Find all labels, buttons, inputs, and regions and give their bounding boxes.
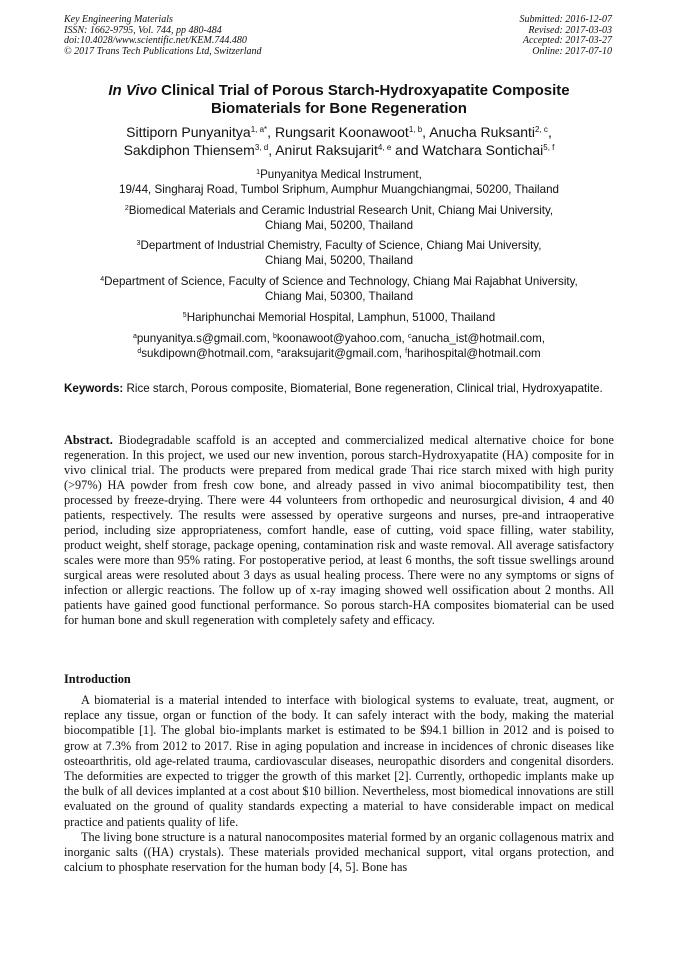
affiliation-line: Chiang Mai, 50200, Thailand	[264, 254, 414, 267]
section-heading-introduction: Introduction	[64, 672, 131, 686]
author-name: Watchara Sontichai	[422, 142, 544, 158]
title-italic: In Vivo	[108, 82, 158, 99]
author-sup: 3, d	[254, 143, 269, 152]
affiliation-num: 4	[100, 276, 105, 283]
issn: ISSN: 1662-9795, Vol. 744, pp 480-484	[64, 24, 222, 36]
email-line-1: $^a$punyanitya.s@gmail.com, $^b$koonawoot@yahoo.com, $^c$anucha_ist@hotmail.com,	[132, 332, 546, 345]
author-line-2: Sakdiphon Thiensem$^{3, d}$, Anirut Raksujarit$^{4, e}$ and Watchara Sontichai$^{5, f}$	[123, 142, 555, 158]
author-name: Sittiporn Punyanitya	[126, 124, 251, 140]
email-line-2: $^d$sukdipown@hotmail.com, $^e$araksujarit@gmail.com, $^f$harihospital@hotmail.com	[137, 347, 541, 360]
header-left	[64, 15, 262, 57]
affiliation-5	[40, 310, 638, 325]
author-name: Rungsarit Koonawoot	[274, 124, 409, 140]
author-sup: 1, a*	[250, 125, 268, 134]
email-link[interactable]: koonawoot@yahoo.com	[276, 332, 402, 345]
accepted-date: Accepted: 2017-03-27	[522, 35, 612, 46]
email-link[interactable]: anucha_ist@hotmail.com	[411, 332, 542, 345]
affiliation-line	[40, 310, 638, 325]
email-link[interactable]: sukdipown@hotmail.com	[141, 347, 271, 360]
abstract-label: Abstract.	[64, 433, 113, 447]
author-sup: 5, f	[543, 143, 555, 152]
keywords-section	[64, 382, 614, 397]
journal-name: Key Engineering Materials	[64, 14, 173, 25]
affiliation-line	[40, 203, 638, 218]
abstract-section	[64, 433, 614, 628]
affiliation-num: 1	[256, 169, 261, 176]
paragraph: The living bone structure is a natural nanocomposites material formed by an organic collagenous matrix and inorganic salts ((HA) crystals). These materials provided mechanical support, vital organs protection, and calcium to phosphate reservation for the human body [4, 5]. Bone has	[64, 829, 614, 875]
affiliation-3	[40, 238, 638, 268]
author-name: Anirut Raksujarit	[275, 142, 378, 158]
online-date: Online: 2017-07-10	[532, 45, 612, 57]
revised-date: Revised: 2017-03-03	[528, 24, 612, 36]
affiliation-4	[40, 274, 638, 304]
keywords-text: Rice starch, Porous composite, Biomaterial, Bone regeneration, Clinical trial, Hydroxyapatite.	[123, 382, 603, 395]
affiliation-num: 2	[124, 205, 129, 212]
doi: doi:10.4028/www.scientific.net/KEM.744.480	[64, 35, 247, 46]
email-link[interactable]: punyanitya.s@gmail.com	[136, 332, 267, 345]
keywords-label: Keywords:	[64, 382, 124, 395]
affiliation-line	[40, 238, 638, 253]
email-list	[40, 331, 638, 361]
affiliation-line: 19/44, Singharaj Road, Tumbol Sriphum, Aumphur Muangchiangmai, 50200, Thailand	[119, 183, 559, 196]
affiliation-text: Department of Industrial Chemistry, Faculty of Science, Chiang Mai University,	[140, 239, 542, 252]
paper-title	[40, 82, 638, 118]
author-name: Anucha Ruksanti	[429, 124, 536, 140]
affiliation-line	[40, 274, 638, 289]
email-link[interactable]: harihospital@hotmail.com	[407, 347, 541, 360]
affiliation-num: 3	[136, 240, 141, 247]
affiliation-1	[40, 167, 638, 197]
affiliation-text: Punyanitya Medical Instrument,	[260, 168, 422, 181]
affiliation-num: 5	[182, 312, 187, 319]
submitted-date: Submitted: 2016-12-07	[519, 14, 612, 25]
affiliation-2	[40, 203, 638, 233]
copyright: © 2017 Trans Tech Publications Ltd, Switzerland	[64, 45, 262, 57]
affiliation-text: Biomedical Materials and Ceramic Industrial Research Unit, Chiang Mai University,	[128, 204, 554, 217]
title-rest: Clinical Trial of Porous Starch-Hydroxyapatite Composite	[157, 82, 570, 99]
email-link[interactable]: araksujarit@gmail.com	[280, 347, 399, 360]
author-list	[30, 123, 648, 159]
title-line-2: Biomaterials for Bone Regeneration	[211, 100, 467, 117]
affiliation-text: Department of Science, Faculty of Science and Technology, Chiang Mai Rajabhat University,	[104, 275, 578, 288]
abstract-text: Biodegradable scaffold is an accepted and commercialized medical alternative choice for bone regeneration. In this project, we used our new invention, porous starch-Hydroxyapatite (HA) composite for in vivo clinical trial. The products were prepared from medical grade Thai rice starch mixed with high purity (>97%) HA powder from fresh cow bone, and already passed in vivo animal biocompatibility test, then processed by freeze-drying. There were 44 volunteers from orthopedic and neurosurgical division, 4 and 40 patients, respectively. The results were assessed by operative surgeons and nurses, pre-and intraoperative period, including size appropriateness, comfort handle, ease of cutting, void space filling, water stability, product weight, shelf storage, package opening, contamination risk and waste removal. All average satisfactory scales were more than 95% rating. For postoperative period, at least 6 months, the soft tissue swellings around surgical areas were resoluted about 3 days as usual healing process. There were no any symptoms or signs of infection or allergic reactions. The follow up of x-ray imaging showed well ossification about 2 months. All patients have gained good functional performance. So porous starch-HA composites biomaterial can be used for human bone and skull regeneration with completely safety and efficacy.	[64, 433, 614, 627]
introduction-body	[64, 693, 614, 875]
affiliation-line: Chiang Mai, 50200, Thailand	[264, 219, 414, 232]
header-right	[520, 15, 613, 57]
title-line-1	[40, 82, 638, 100]
author-line-1: Sittiporn Punyanitya$^{1, a*}$, Rungsarit Koonawoot$^{1, b}$, Anucha Ruksanti$^{2, c}$,	[126, 124, 552, 140]
affiliation-line	[40, 167, 638, 182]
author-sup: 4, e	[377, 143, 392, 152]
author-sup: 1, b	[408, 125, 423, 134]
author-sup: 2, c	[535, 125, 548, 134]
paragraph: A biomaterial is a material intended to interface with biological systems to evaluate, treat, augment, or replace any tissue, organ or function of the body. It can safely interact with the body, making the material biocompatible [1]. The global bio-implants market is estimated to be $94.1 billion in 2012 and is poised to grow at 7.3% from 2012 to 2017. Rise in aging population and increase in incidences of chronic diseases like osteoarthritis, old age-related trauma, cardiovascular diseases, neuropathic disorders and congenital disorders. The deformities are expected to trigger the growth of this market [2]. Currently, orthopedic implants make up the bulk of all devices implanted at a cost about $10 billion. Nevertheless, most biomedical innovations are still evaluated on the ground of quality standards expecting a material to have considerable impact on medical practice and patients quality of life.	[64, 693, 614, 829]
affiliation-line: Chiang Mai, 50300, Thailand	[264, 290, 414, 303]
author-name: Sakdiphon Thiensem	[123, 142, 255, 158]
affiliation-text: Hariphunchai Memorial Hospital, Lamphun, 51000, Thailand	[186, 311, 496, 324]
